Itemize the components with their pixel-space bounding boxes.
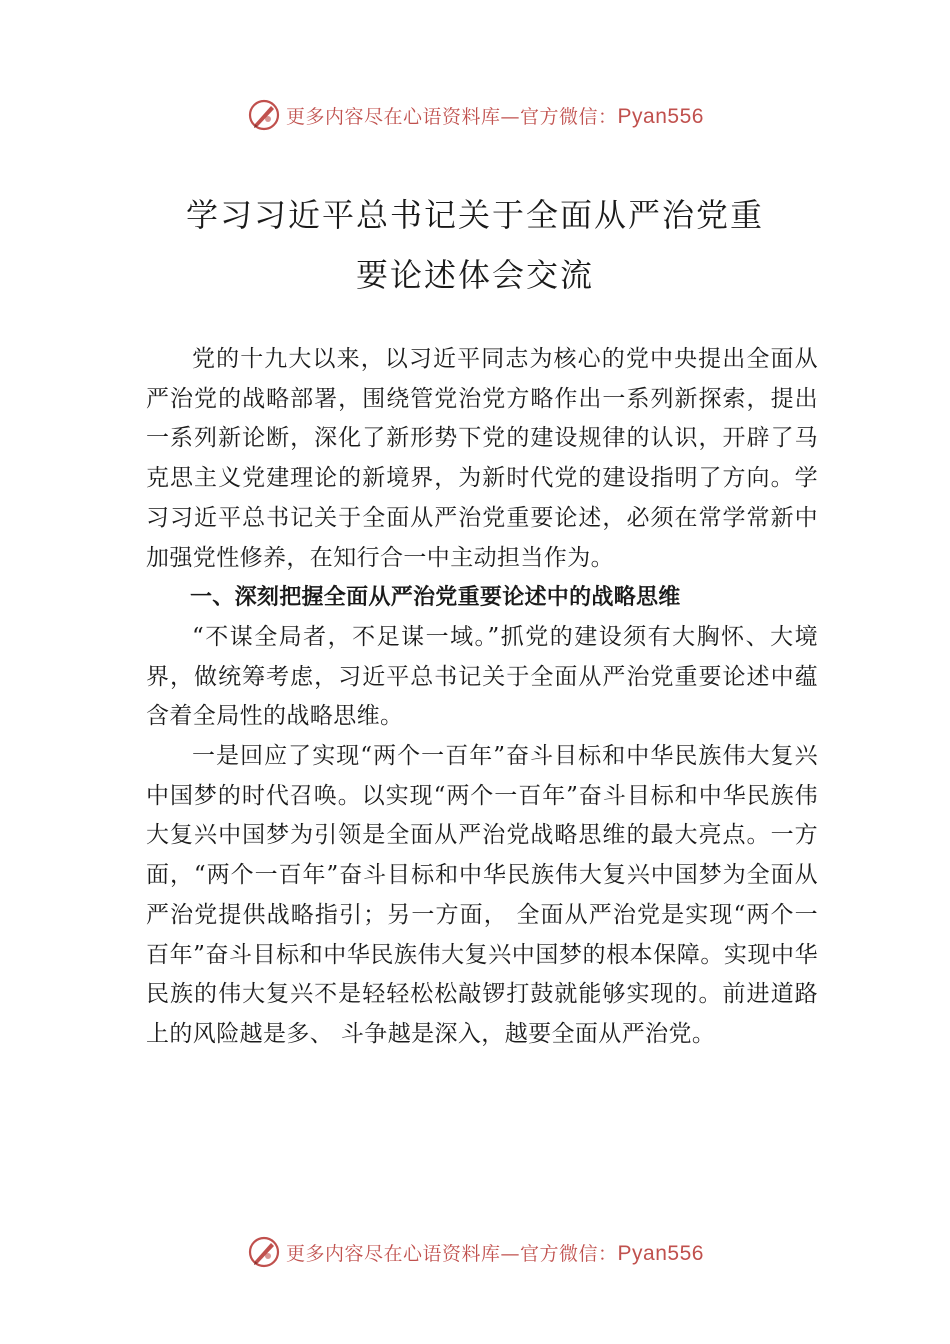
wechat-id: Pyan556	[617, 104, 704, 128]
header-banner	[0, 95, 950, 135]
paragraph-intro: 党的十九大以来，以习近平同志为核心的党中央提出全面从严治党的战略部署，围绕管党治党方略作出一系列新探索，提出一系列新论断，深化了新形势下党的建设规律的认识，开辟了马克思主义党建理论的新境界，为新时代党的建设指明了方向。学习习近平总书记关于全面从严治党重要论述，必须在常学常新中加强党性修养，在知行合一中主动担当作为。	[146, 346, 818, 571]
section-heading-1: 一、深刻把握全面从严治党重要论述中的战略思维	[190, 585, 681, 611]
document-body	[146, 340, 818, 1055]
footer-banner	[0, 1232, 950, 1272]
banner-text: 更多内容尽在心语资料库—官方微信：Pyan556	[286, 104, 704, 128]
banner-text: 更多内容尽在心语资料库—官方微信：Pyan556	[286, 1241, 704, 1265]
pen-circle-logo-icon	[246, 97, 282, 133]
document-title-line-1: 学习习近平总书记关于全面从严治党重	[185, 196, 764, 234]
document-title-line-2: 要论述体会交流	[355, 256, 594, 294]
wechat-id: Pyan556	[617, 1241, 704, 1265]
paragraph-strategic-thinking: “不谋全局者，不足谋一域。”抓党的建设须有大胸怀、大境界，做统筹考虑，习近平总书记关于全面从严治党重要论述中蕴含着全局性的战略思维。	[146, 623, 818, 730]
paragraph-point-one: 一是回应了实现“两个一百年”奋斗目标和中华民族伟大复兴中国梦的时代召唤。以实现“两个一百年”奋斗目标和中华民族伟大复兴中国梦为引领是全面从严治党战略思维的最大亮点。一方面，“两个一百年”奋斗目标和中华民族伟大复兴中国梦为全面从严治党提供战略指引；另一方面， 全面从严治党是实现“两个一百年”奋斗目标和中华民族伟大复兴中国梦的根本保障。实现中华民族的伟大复兴不是轻轻松松敲锣打鼓就能够实现的。前进道路上的风险越是多、 斗争越是深入，越要全面从严治党。	[146, 743, 818, 1047]
pen-circle-logo-icon	[246, 1234, 282, 1270]
